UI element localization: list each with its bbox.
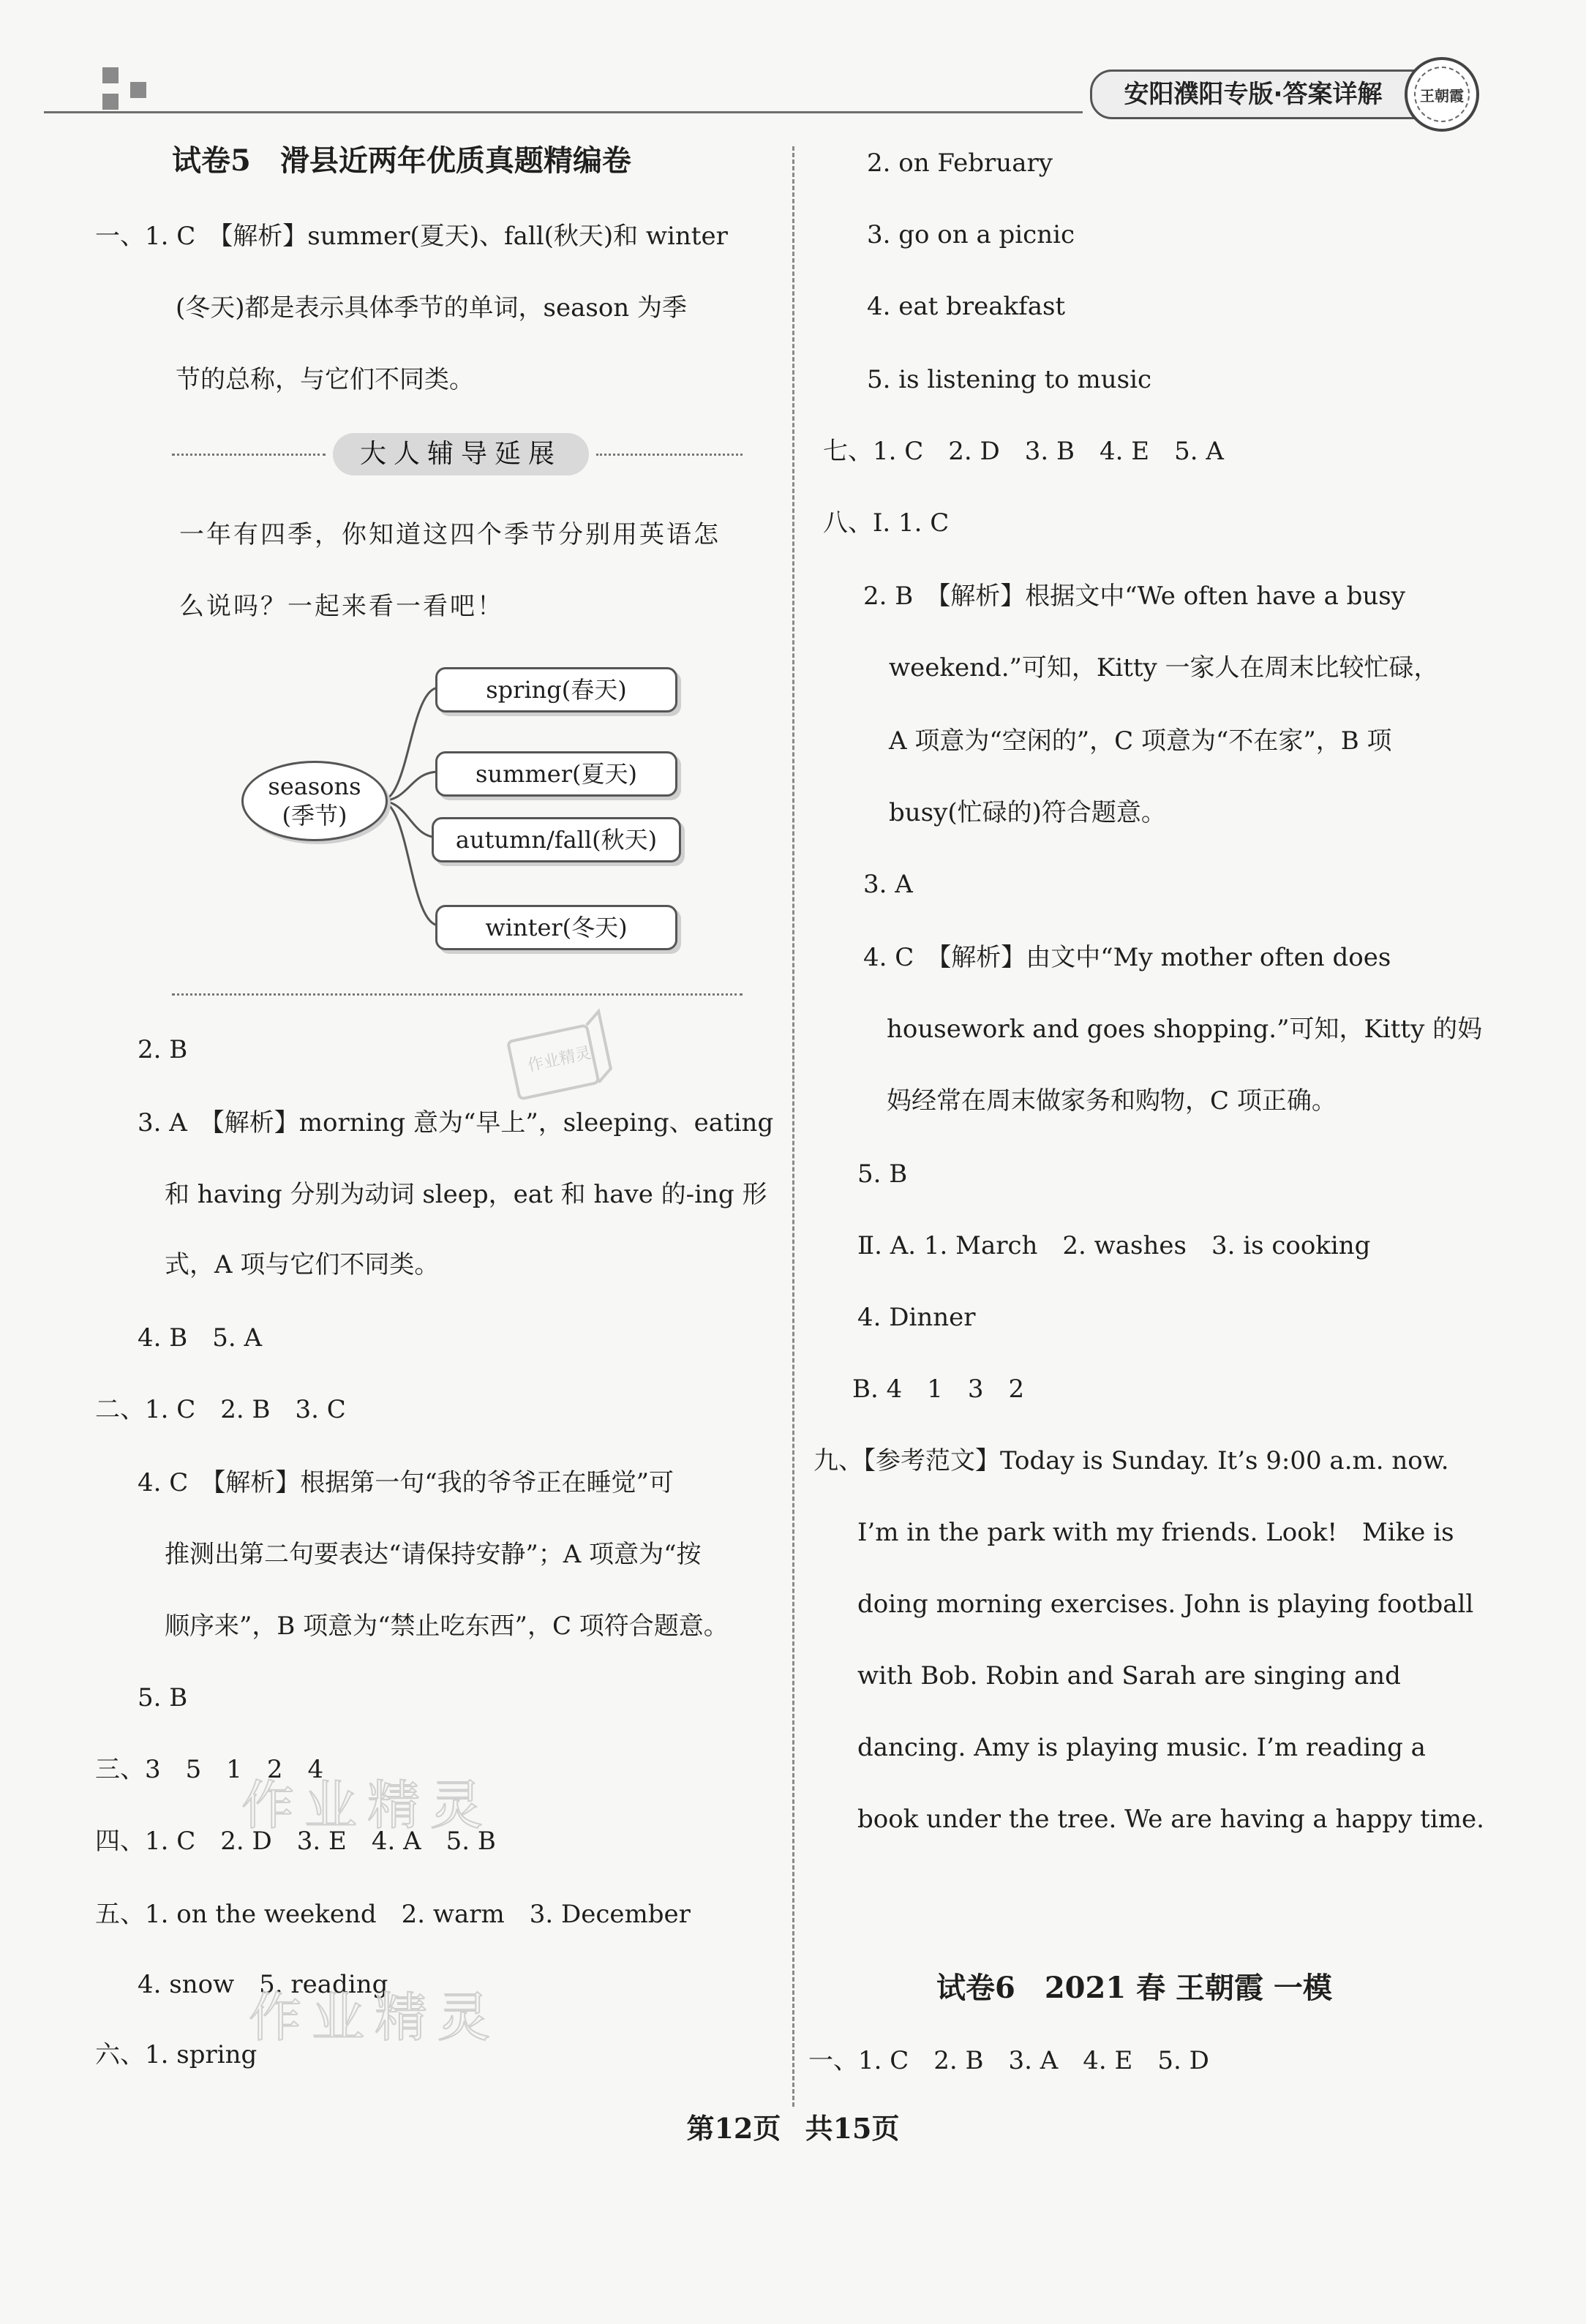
answer-line: 二、1. C 2. B 3. C [95, 1395, 346, 1424]
test5-title: 试卷5 滑县近两年优质真题精编卷 [172, 143, 631, 178]
extension-banner: 大人辅导延展 [333, 433, 589, 475]
test6-title: 试卷6 2021 春 王朝霞 一模 [936, 1971, 1332, 2005]
answer-line: with Bob. Robin and Sarah are singing and [857, 1661, 1401, 1691]
answer-line: 八、Ⅰ. 1. C [823, 508, 950, 538]
answer-line: 3. A 【解析】morning 意为“早上”，sleeping、eating [138, 1108, 774, 1137]
watermark-text: 作业精灵 [241, 1775, 494, 1836]
answer-line: dancing. Amy is playing music. I’m reading a [857, 1733, 1426, 1762]
answer-line: A 项意为“空闲的”，C 项意为“不在家”，B 项 [889, 726, 1392, 756]
answer-line: weekend.”可知，Kitty 一家人在周末比较忙碌， [889, 653, 1439, 682]
extension-text: 一年有四季，你知道这四个季节分别用英语怎 [179, 520, 721, 549]
answer-line: housework and goes shopping.”可知，Kitty 的妈 [887, 1015, 1483, 1044]
answer-line: 式，A 项与它们不同类。 [165, 1250, 440, 1279]
watermark-stamp-text: 作业精灵 [526, 1044, 593, 1076]
brand-seal-icon [1405, 57, 1479, 132]
answer-line: 顺序来”，B 项意为“禁止吃东西”，C 项符合题意。 [165, 1612, 729, 1641]
extension-bottom-rule [172, 993, 743, 996]
page-number: 第12页 [686, 2112, 781, 2145]
answer-line: 一、1. C 【解析】summer(夏天)、fall(秋天)和 winter [95, 222, 728, 251]
answer-line: 七、1. C 2. D 3. B 4. E 5. A [823, 437, 1224, 466]
answer-line: 推测出第二句要表达“请保持安静”；A 项意为“按 [165, 1540, 702, 1569]
answer-line: (冬天)都是表示具体季节的单词，season 为季 [176, 293, 687, 323]
mindmap-center [241, 761, 388, 841]
answer-line: 节的总称，与它们不同类。 [176, 365, 474, 394]
answer-line: 2. on February [867, 148, 1053, 178]
answer-line: 妈经常在周末做家务和购物，C 项正确。 [887, 1086, 1337, 1116]
answer-line: 4. Dinner [857, 1303, 976, 1332]
answer-line: busy(忙碌的)符合题意。 [889, 798, 1166, 827]
mindmap-node-summer: summer(夏天) [435, 751, 677, 797]
answer-line: 九、【参考范文】Today is Sunday. It’s 9:00 a.m. now. [813, 1446, 1449, 1475]
answer-line: doing morning exercises. John is playing football [857, 1590, 1474, 1619]
answer-line: 一、1. C 2. B 3. A 4. E 5. D [808, 2046, 1209, 2075]
answer-line: 4. eat breakfast [867, 292, 1066, 321]
extension-rule-left [172, 454, 326, 456]
answer-line: 2. B [138, 1035, 188, 1064]
extension-text: 么说吗？一起来看一看吧！ [179, 592, 504, 621]
answer-line: 5. B [857, 1159, 908, 1189]
header-rule [44, 111, 1083, 113]
answer-line: 4. B 5. A [138, 1323, 263, 1353]
corner-decoration [102, 67, 119, 83]
extension-rule-right [596, 454, 743, 456]
corner-decoration [102, 94, 119, 110]
page-total: 共15页 [805, 2112, 900, 2145]
page-footer [0, 2110, 1586, 2147]
mindmap-center-label: seasons [268, 772, 361, 800]
header-badge: 安阳濮阳专版·答案详解 [1090, 69, 1416, 119]
answer-line: 和 having 分别为动词 sleep，eat 和 have 的-ing 形 [165, 1180, 767, 1209]
answer-line: 4. C 【解析】根据第一句“我的爷爷正在睡觉”可 [138, 1468, 674, 1497]
answer-line: 五、1. on the weekend 2. warm 3. December [95, 1900, 691, 1929]
mindmap-node-winter: winter(冬天) [435, 905, 677, 950]
answer-line: 3. go on a picnic [867, 220, 1075, 249]
answer-line: Ⅱ. A. 1. March 2. washes 3. is cooking [857, 1231, 1371, 1260]
answer-line: 四、1. C 2. D 3. E 4. A 5. B [95, 1827, 496, 1856]
watermark-stamp-icon [497, 1007, 622, 1108]
brand-seal-text: 王朝霞 [1414, 67, 1470, 122]
column-divider [792, 146, 794, 2107]
answer-line: 5. B [138, 1683, 188, 1712]
answer-line: 三、3 5 1 2 4 [95, 1755, 324, 1784]
watermark-text: 作业精灵 [249, 1987, 501, 2048]
answer-line: I’m in the park with my friends. Look! Mike is [857, 1518, 1454, 1547]
mindmap-node-spring: spring(春天) [435, 667, 677, 712]
answer-line: 4. snow 5. reading [138, 1970, 388, 1999]
answer-line: 3. A [863, 870, 913, 899]
answer-line: 六、1. spring [95, 2040, 258, 2069]
answer-line: 5. is listening to music [867, 365, 1152, 394]
answer-line: book under the tree. We are having a happy time. [857, 1805, 1484, 1834]
answer-line: 2. B 【解析】根据文中“We often have a busy [863, 582, 1405, 611]
mindmap-center-sublabel: (季节) [282, 802, 347, 830]
corner-decoration [130, 82, 146, 98]
answer-line: 4. C 【解析】由文中“My mother often does [863, 943, 1391, 972]
mindmap-connectors [380, 680, 446, 936]
mindmap-node-autumn: autumn/fall(秋天) [432, 817, 681, 862]
answer-line: B. 4 1 3 2 [852, 1375, 1025, 1404]
